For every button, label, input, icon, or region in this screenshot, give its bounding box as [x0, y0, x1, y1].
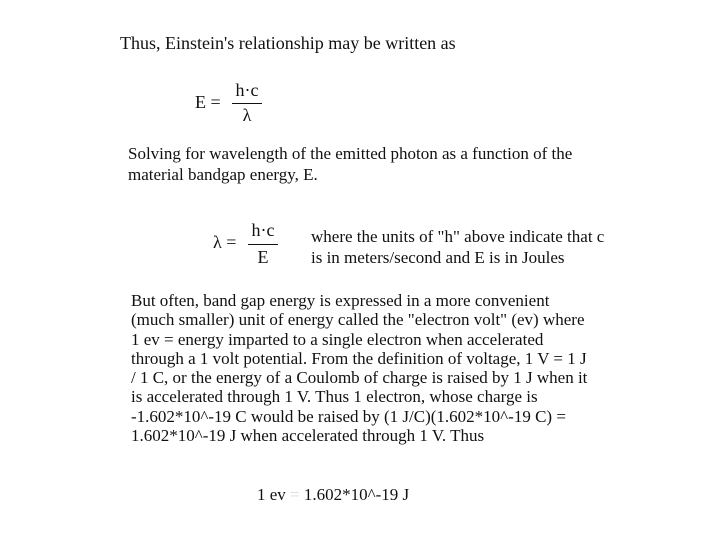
final-lhs: 1 ev [257, 485, 286, 504]
paragraph-line: through a 1 volt potential. From the definition of voltage, 1 V = 1 J [131, 348, 587, 368]
note-line: where the units of "h" above indicate that c [311, 227, 605, 246]
paragraph-line: -1.602*10^-19 C would be raised by (1 J/C)(1.602*10^-19 C) = [131, 406, 566, 426]
paragraph-line: 1 ev = energy imparted to a single electron when accelerated [131, 329, 544, 349]
numerator: h·c [235, 80, 259, 100]
paragraph-line: 1.602*10^-19 J when accelerated through 1 V. Thus [131, 426, 485, 446]
fraction-bar [248, 244, 278, 245]
paragraph-line: Solving for wavelength of the emitted photon as a function of the [128, 144, 573, 163]
paragraph-wavelength [128, 143, 572, 185]
numerator: h·c [251, 220, 275, 240]
denominator: E [257, 247, 269, 267]
paragraph-electron-volt [131, 291, 587, 445]
paragraph-line: is accelerated through 1 V. Thus 1 electron, whose charge is [131, 387, 538, 407]
fraction-bar [232, 103, 262, 104]
final-equals: = [290, 485, 300, 504]
units-note [311, 226, 604, 268]
paragraph-line: material bandgap energy, E. [128, 165, 318, 184]
paragraph-line: (much smaller) unit of energy called the "electron volt" (ev) where [131, 310, 585, 330]
note-line: is in meters/second and E is in Joules [311, 248, 565, 267]
final-rhs: 1.602*10^-19 J [303, 485, 410, 504]
paragraph-line: / 1 C, or the energy of a Coulomb of charge is raised by 1 J when it [131, 368, 588, 388]
equation-lhs: λ = [213, 232, 237, 252]
paragraph-line: But often, band gap energy is expressed in a more convenient [131, 291, 550, 310]
final-equation [257, 485, 409, 505]
equation-lhs: E = [195, 92, 221, 112]
denominator: λ [242, 105, 252, 125]
intro-text: Thus, Einstein's relationship may be written as [120, 33, 456, 53]
